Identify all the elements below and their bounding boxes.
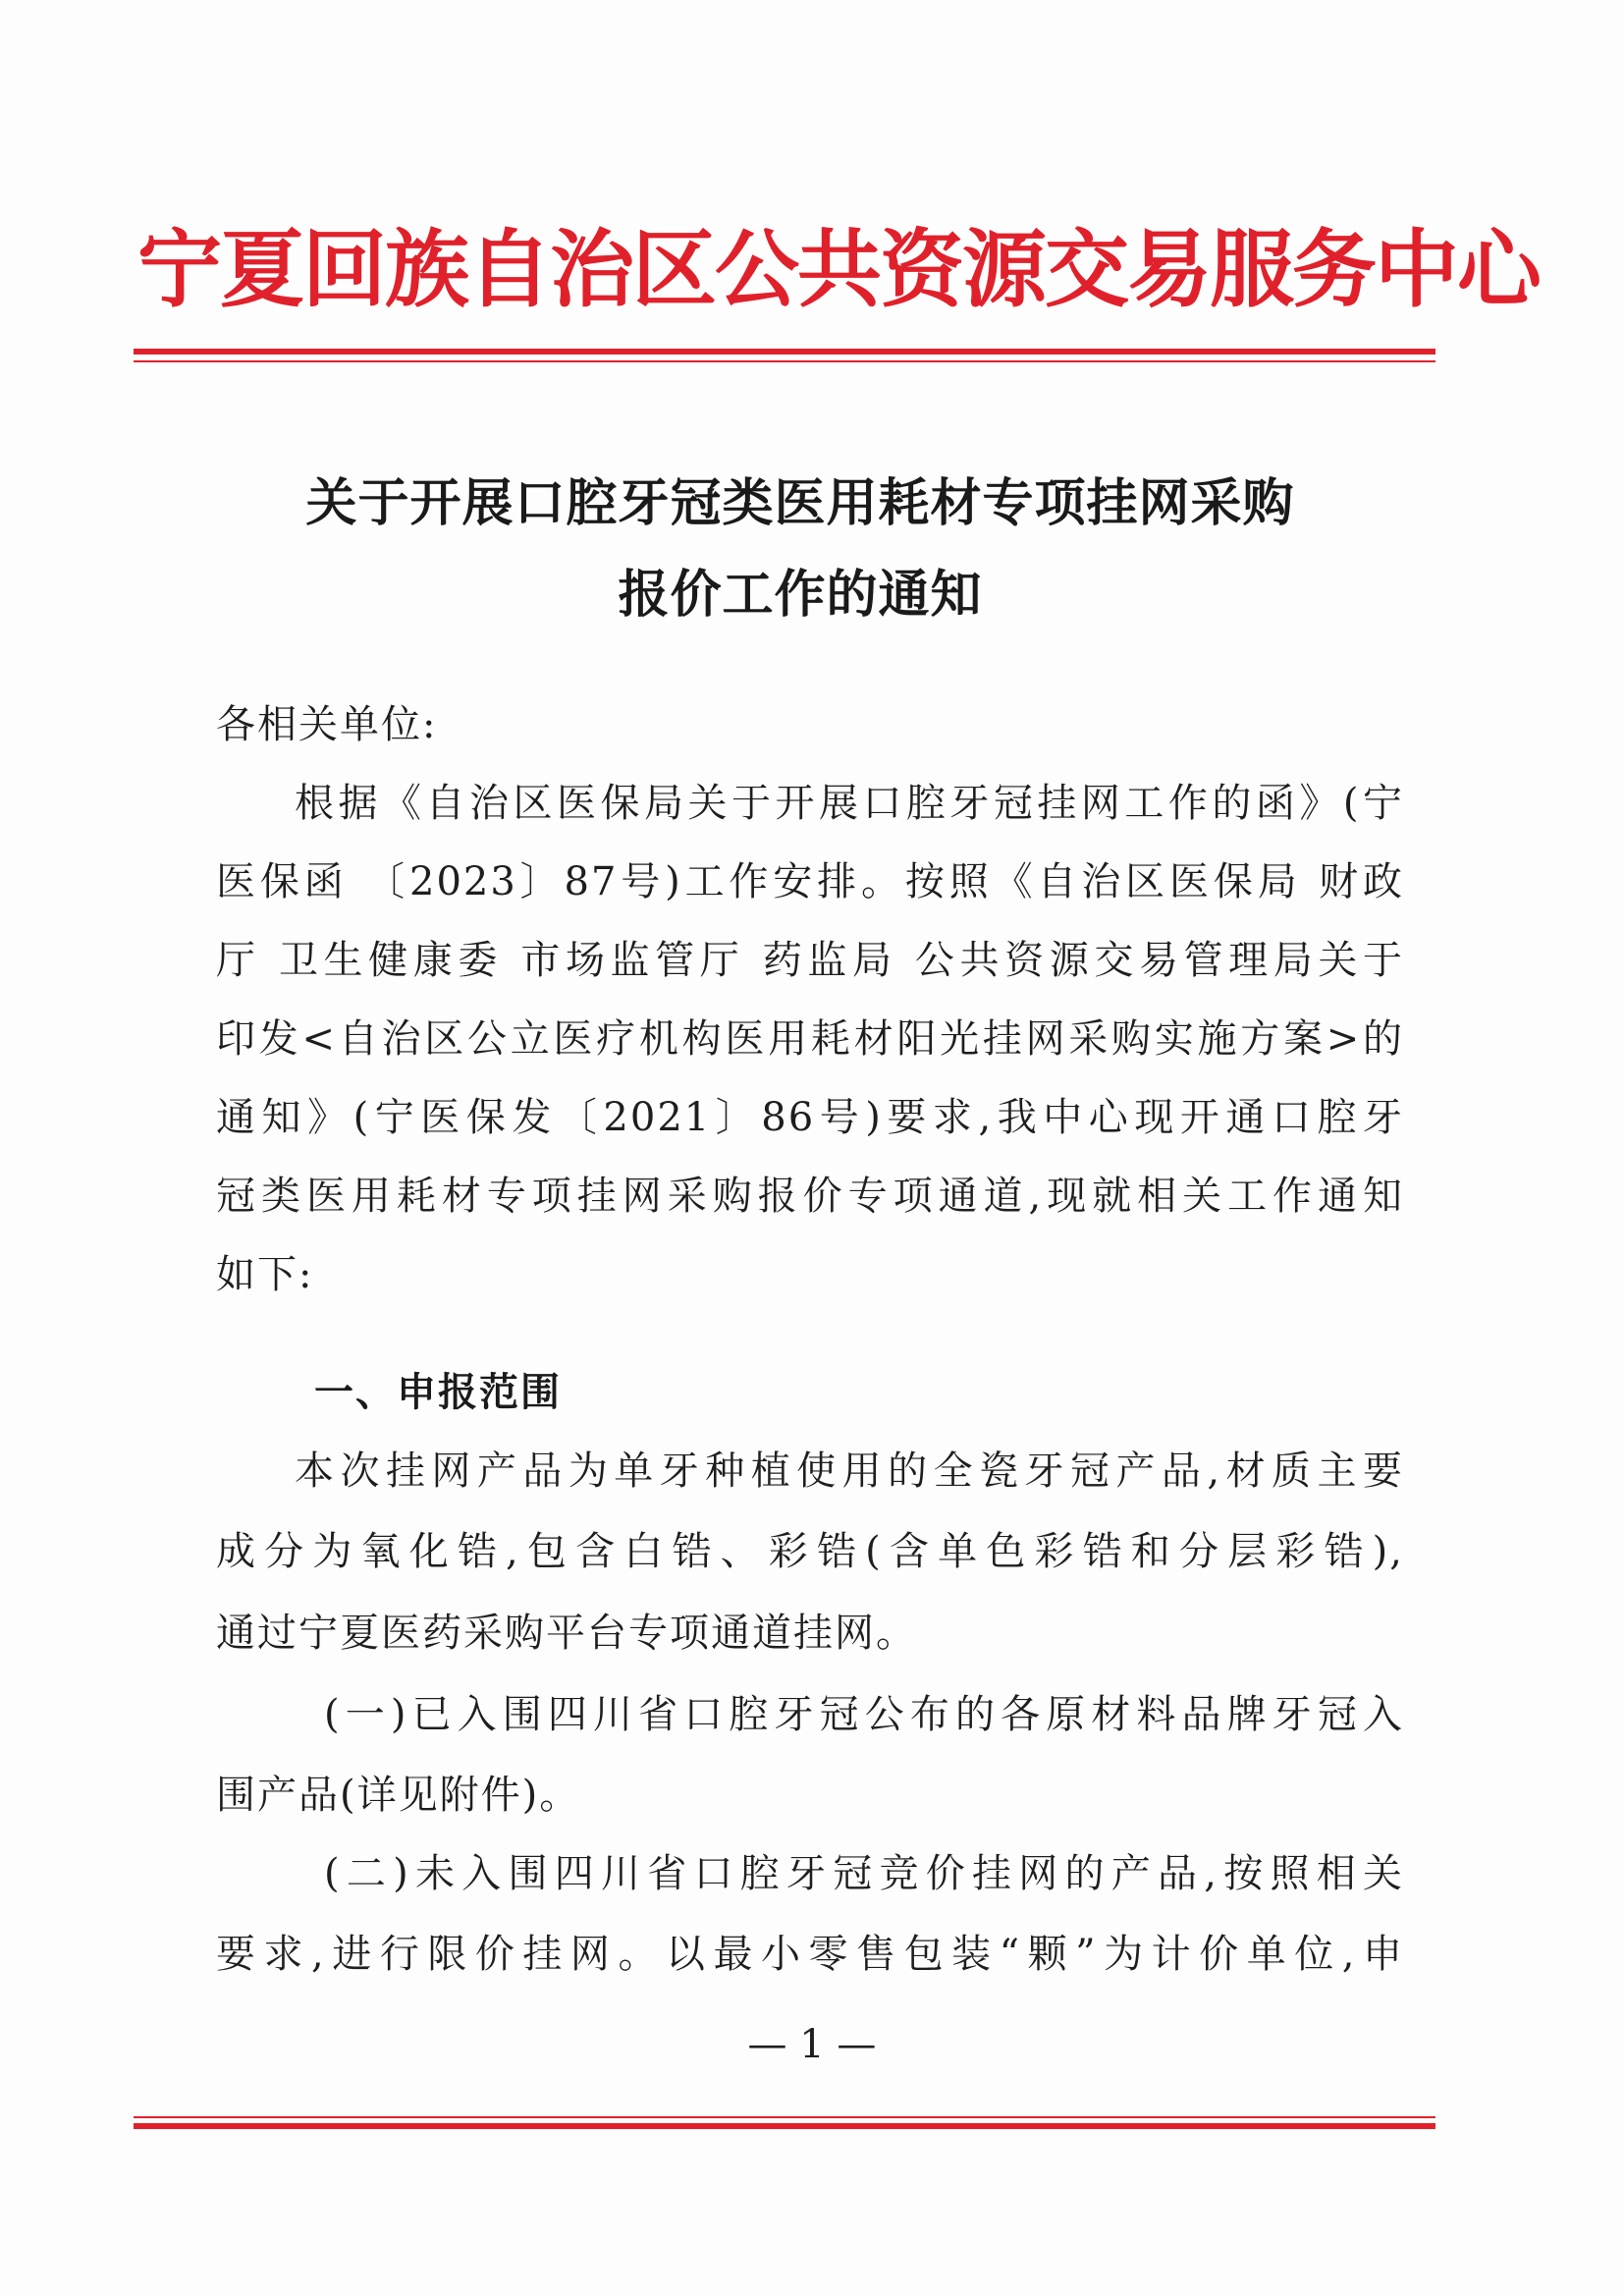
paragraph-line: 本次挂网产品为单牙种植使用的全瓷牙冠产品,材质主要 — [295, 1449, 1404, 1494]
document-title-line-1: 关于开展口腔牙冠类医用耗材专项挂网采购 — [305, 474, 1295, 533]
paragraph-line: 通过宁夏医药采购平台专项通道挂网。 — [216, 1611, 917, 1656]
header-rule-thick — [134, 349, 1435, 355]
paragraph-line: 成分为氧化锆,包含白锆、彩锆(含单色彩锆和分层彩锆), — [216, 1529, 1404, 1574]
organization-header: 宁夏回族自治区公共资源交易服务中心 — [137, 220, 1540, 319]
paragraph-line: 冠类医用耗材专项挂网采购报价专项通道,现就相关工作通知 — [216, 1174, 1404, 1219]
paragraph-line: 医保函 〔2023〕87号)工作安排。按照《自治区医保局 财政 — [216, 859, 1404, 904]
footer-rule-thick — [134, 2123, 1435, 2129]
paragraph-line: 印发<自治区公立医疗机构医用耗材阳光挂网采购实施方案>的 — [216, 1016, 1404, 1062]
salutation: 各相关单位: — [216, 702, 438, 747]
list-item-line: (二)未入围四川省口腔牙冠竞价挂网的产品,按照相关 — [324, 1851, 1404, 1896]
list-item-line: 围产品(详见附件)。 — [216, 1773, 581, 1818]
list-item-line: 要求,进行限价挂网。以最小零售包装“颗”为计价单位,申 — [216, 1932, 1404, 1977]
page-number: — 1 — — [747, 2022, 877, 2067]
paragraph-line: 如下: — [216, 1252, 314, 1297]
document-title-line-2: 报价工作的通知 — [618, 566, 983, 625]
section-heading: 一、申报范围 — [314, 1370, 562, 1415]
list-item-line: (一)已入围四川省口腔牙冠公布的各原材料品牌牙冠入 — [324, 1692, 1404, 1737]
paragraph-line: 通知》(宁医保发〔2021〕86号)要求,我中心现开通口腔牙 — [216, 1095, 1404, 1140]
paragraph-line: 根据《自治区医保局关于开展口腔牙冠挂网工作的函》(宁 — [295, 781, 1404, 826]
header-rule-thin — [134, 360, 1435, 362]
paragraph-line: 厅 卫生健康委 市场监管厅 药监局 公共资源交易管理局关于 — [216, 938, 1404, 983]
footer-rule-thin — [134, 2116, 1435, 2118]
